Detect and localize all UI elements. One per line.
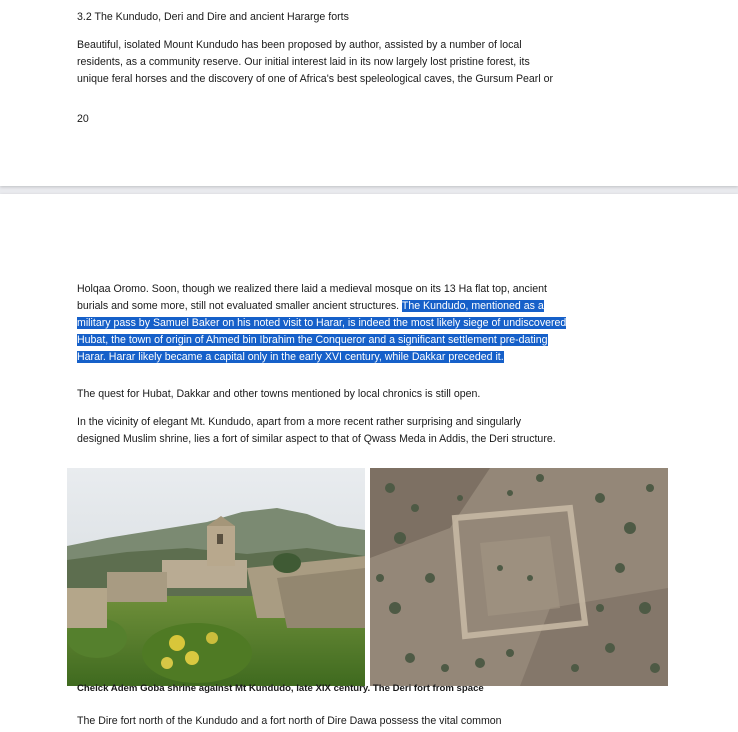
paragraph-dire-fort: The Dire fort north of the Kundudo and a fort north of Dire Dawa possess the vital common xyxy=(77,715,502,727)
selected-text[interactable]: military pass by Samuel Baker on his noted visit to Harar, is indeed the most likely siege of undiscovered xyxy=(77,317,567,329)
paragraph-kundudo-intro xyxy=(77,37,677,88)
selected-text[interactable]: Harar. Harar likely became a capital only in the early XVI century, while Dakkar preceded it. xyxy=(77,351,504,363)
text-line-selected xyxy=(77,315,677,332)
text-line xyxy=(77,298,677,315)
shrine-photo xyxy=(67,468,365,686)
satellite-photo-image xyxy=(370,468,668,686)
figure-caption: Cheick Adem Goba shrine against Mt Kundudo, late XIX century. The Deri fort from space xyxy=(77,683,484,694)
text-line-selected xyxy=(77,332,677,349)
paragraph-holqaa xyxy=(77,281,677,366)
selected-text[interactable]: Hubat, the town of origin of Ahmed bin Ibrahim the Conqueror and a significant settlement pre-dating xyxy=(77,334,548,346)
text-line: Beautiful, isolated Mount Kundudo has been proposed by author, assisted by a number of local xyxy=(77,39,522,51)
text-line: residents, as a community reserve. Our initial interest laid in its now largely lost pristine forest, its xyxy=(77,56,530,68)
text-line-selected xyxy=(77,349,677,366)
page-number: 20 xyxy=(77,113,89,125)
document-page-lower xyxy=(0,194,738,732)
satellite-photo xyxy=(370,468,668,686)
text-line: In the vicinity of elegant Mt. Kundudo, apart from a more recent rather surprising and singularly xyxy=(77,416,521,428)
paragraph-vicinity xyxy=(77,414,677,448)
paragraph-quest: The quest for Hubat, Dakkar and other towns mentioned by local chronics is still open. xyxy=(77,388,481,400)
text-plain: burials and some more, still not evaluated smaller ancient structures. xyxy=(77,300,402,312)
text-line: designed Muslim shrine, lies a fort of similar aspect to that of Qwass Meda in Addis, the Deri structure. xyxy=(77,433,556,445)
selected-text[interactable]: The Kundudo, mentioned as a xyxy=(401,300,544,312)
shrine-photo-image xyxy=(67,468,365,686)
text-line: Holqaa Oromo. Soon, though we realized there laid a medieval mosque on its 13 Ha flat top, ancient xyxy=(77,283,547,295)
section-heading: 3.2 The Kundudo, Deri and Dire and ancient Hararge forts xyxy=(77,11,349,23)
document-page-upper xyxy=(0,0,738,186)
text-line: unique feral horses and the discovery of one of Africa's best speleological caves, the Gursum Pearl or xyxy=(77,73,554,85)
